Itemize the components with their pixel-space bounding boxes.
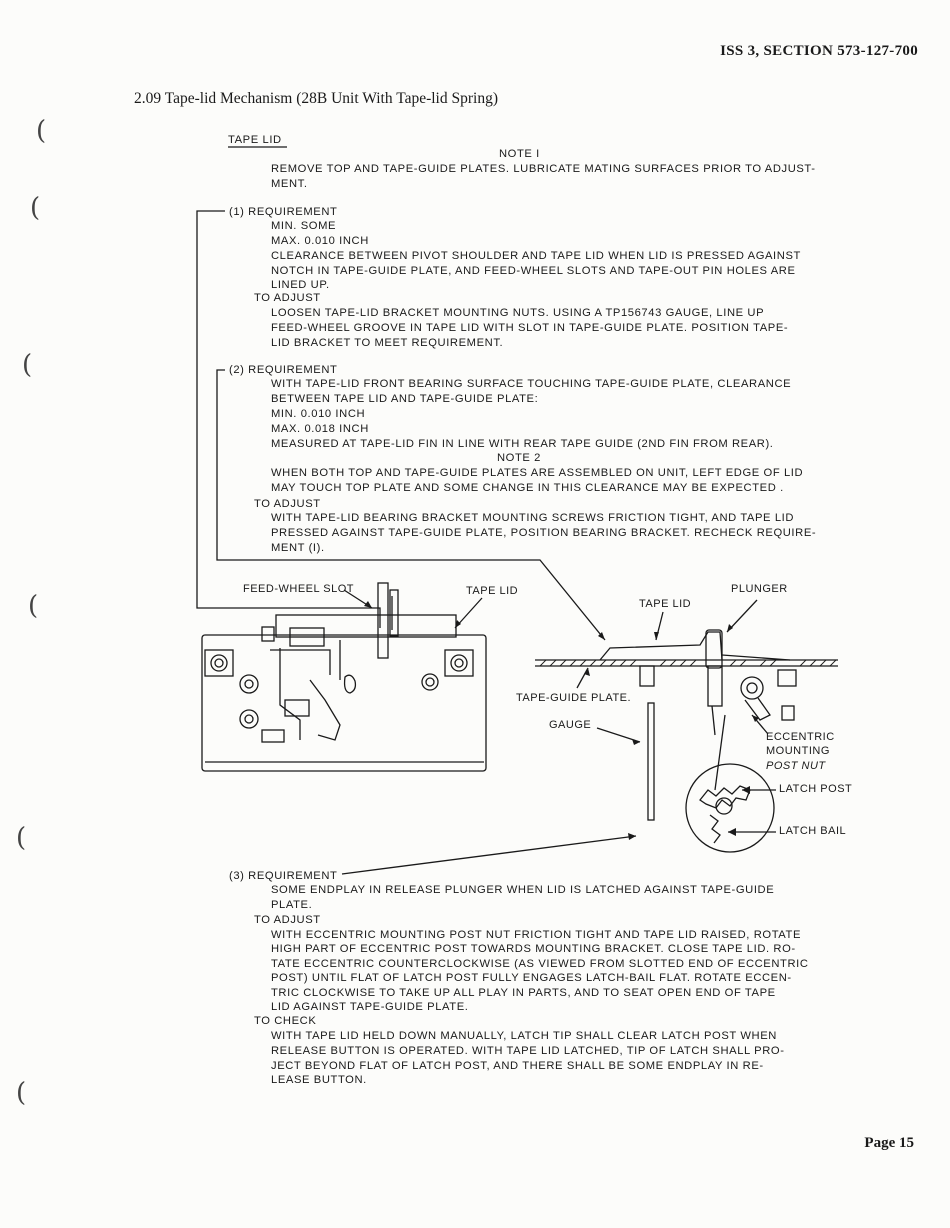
req1-heading: (1) REQUIREMENT <box>229 206 338 218</box>
req2-line: MIN. 0.010 INCH <box>271 408 366 420</box>
req3-line: SOME ENDPLAY IN RELEASE PLUNGER WHEN LID IS LATCHED AGAINST TAPE-GUIDE <box>271 884 775 896</box>
binder-hole-mark: ( <box>22 350 33 380</box>
req1-line: LINED UP. <box>271 279 330 291</box>
req3-adjust-line: HIGH PART OF ECCENTRIC POST TOWARDS MOUNTING BRACKET. CLOSE TAPE LID. RO- <box>271 943 796 955</box>
req3-check-line: LEASE BUTTON. <box>271 1074 367 1086</box>
req3-check-line: RELEASE BUTTON IS OPERATED. WITH TAPE LID LATCHED, TIP OF LATCH SHALL PRO- <box>271 1045 785 1057</box>
req3-adjust-line: LID AGAINST TAPE-GUIDE PLATE. <box>271 1001 469 1013</box>
req1-line: CLEARANCE BETWEEN PIVOT SHOULDER AND TAPE LID WHEN LID IS PRESSED AGAINST <box>271 250 801 262</box>
binder-hole-mark: ( <box>30 193 41 223</box>
req3-adjust-line: TATE ECCENTRIC COUNTERCLOCKWISE (AS VIEWED FROM SLOTTED END OF ECCENTRIC <box>271 958 809 970</box>
label-mounting: MOUNTING <box>766 745 830 757</box>
tape-lid-heading: TAPE LID <box>228 134 282 146</box>
req1-line: MIN. SOME <box>271 220 337 232</box>
req1-adjust-heading: TO ADJUST <box>254 292 321 304</box>
req2-heading: (2) REQUIREMENT <box>229 364 338 376</box>
note2-heading: NOTE 2 <box>497 452 542 464</box>
note1-line: MENT. <box>271 178 308 190</box>
binder-hole-mark: ( <box>36 116 47 146</box>
label-plunger: PLUNGER <box>731 583 788 595</box>
req2-line: BETWEEN TAPE LID AND TAPE-GUIDE PLATE: <box>271 393 539 405</box>
label-gauge: GAUGE <box>549 719 592 731</box>
label-post-nut: POST NUT <box>766 760 826 772</box>
req2-adjust-line: MENT (I). <box>271 542 325 554</box>
label-tape-lid-right: TAPE LID <box>639 598 692 610</box>
req3-check-heading: TO CHECK <box>254 1015 317 1027</box>
req2-adjust-line: PRESSED AGAINST TAPE-GUIDE PLATE, POSITION BEARING BRACKET. RECHECK REQUIRE- <box>271 527 817 539</box>
note1-line: REMOVE TOP AND TAPE-GUIDE PLATES. LUBRICATE MATING SURFACES PRIOR TO ADJUST- <box>271 163 816 175</box>
label-feed-wheel-slot: FEED-WHEEL SLOT <box>243 583 354 595</box>
req2-adjust-heading: TO ADJUST <box>254 498 321 510</box>
binder-hole-mark: ( <box>28 591 39 621</box>
label-tape-lid: TAPE LID <box>466 585 519 597</box>
req3-adjust-line: WITH ECCENTRIC MOUNTING POST NUT FRICTION TIGHT AND TAPE LID RAISED, ROTATE <box>271 929 802 941</box>
req3-adjust-heading: TO ADJUST <box>254 914 321 926</box>
label-eccentric: ECCENTRIC <box>766 731 835 743</box>
req3-check-line: JECT BEYOND FLAT OF LATCH POST, AND THERE SHALL BE SOME ENDPLAY IN RE- <box>271 1060 764 1072</box>
req2-line: WITH TAPE-LID FRONT BEARING SURFACE TOUCHING TAPE-GUIDE PLATE, CLEARANCE <box>271 378 792 390</box>
req1-line: MAX. 0.010 INCH <box>271 235 369 247</box>
req1-adjust-line: FEED-WHEEL GROOVE IN TAPE LID WITH SLOT IN TAPE-GUIDE PLATE. POSITION TAPE- <box>271 322 789 334</box>
req1-adjust-line: LID BRACKET TO MEET REQUIREMENT. <box>271 337 504 349</box>
req2-adjust-line: WITH TAPE-LID BEARING BRACKET MOUNTING SCREWS FRICTION TIGHT, AND TAPE LID <box>271 512 795 524</box>
binder-hole-mark: ( <box>16 823 27 853</box>
req3-adjust-line: POST) UNTIL FLAT OF LATCH POST FULLY ENGAGES LATCH-BAIL FLAT. ROTATE ECCEN- <box>271 972 792 984</box>
req3-heading: (3) REQUIREMENT <box>229 870 338 882</box>
note2-line: WHEN BOTH TOP AND TAPE-GUIDE PLATES ARE ASSEMBLED ON UNIT, LEFT EDGE OF LID <box>271 467 804 479</box>
note1-heading: NOTE I <box>499 148 540 160</box>
label-latch-bail: LATCH BAIL <box>779 825 847 837</box>
note2-line: MAY TOUCH TOP PLATE AND SOME CHANGE IN THIS CLEARANCE MAY BE EXPECTED . <box>271 482 784 494</box>
section-title: 2.09 Tape-lid Mechanism (28B Unit With Tape-lid Spring) <box>134 90 498 107</box>
req3-check-line: WITH TAPE LID HELD DOWN MANUALLY, LATCH TIP SHALL CLEAR LATCH POST WHEN <box>271 1030 777 1042</box>
req3-line: PLATE. <box>271 899 313 911</box>
section-header: ISS 3, SECTION 573-127-700 <box>720 43 918 59</box>
req2-line: MAX. 0.018 INCH <box>271 423 369 435</box>
req1-line: NOTCH IN TAPE-GUIDE PLATE, AND FEED-WHEEL SLOTS AND TAPE-OUT PIN HOLES ARE <box>271 265 796 277</box>
label-tape-guide-plate: TAPE-GUIDE PLATE. <box>516 692 632 704</box>
req3-adjust-line: TRIC CLOCKWISE TO TAKE UP ALL PLAY IN PARTS, AND TO SEAT OPEN END OF TAPE <box>271 987 776 999</box>
req1-adjust-line: LOOSEN TAPE-LID BRACKET MOUNTING NUTS. USING A TP156743 GAUGE, LINE UP <box>271 307 765 319</box>
page-number: Page 15 <box>864 1135 914 1151</box>
req2-line: MEASURED AT TAPE-LID FIN IN LINE WITH REAR TAPE GUIDE (2ND FIN FROM REAR). <box>271 438 774 450</box>
binder-hole-mark: ( <box>16 1078 27 1108</box>
label-latch-post: LATCH POST <box>779 783 853 795</box>
